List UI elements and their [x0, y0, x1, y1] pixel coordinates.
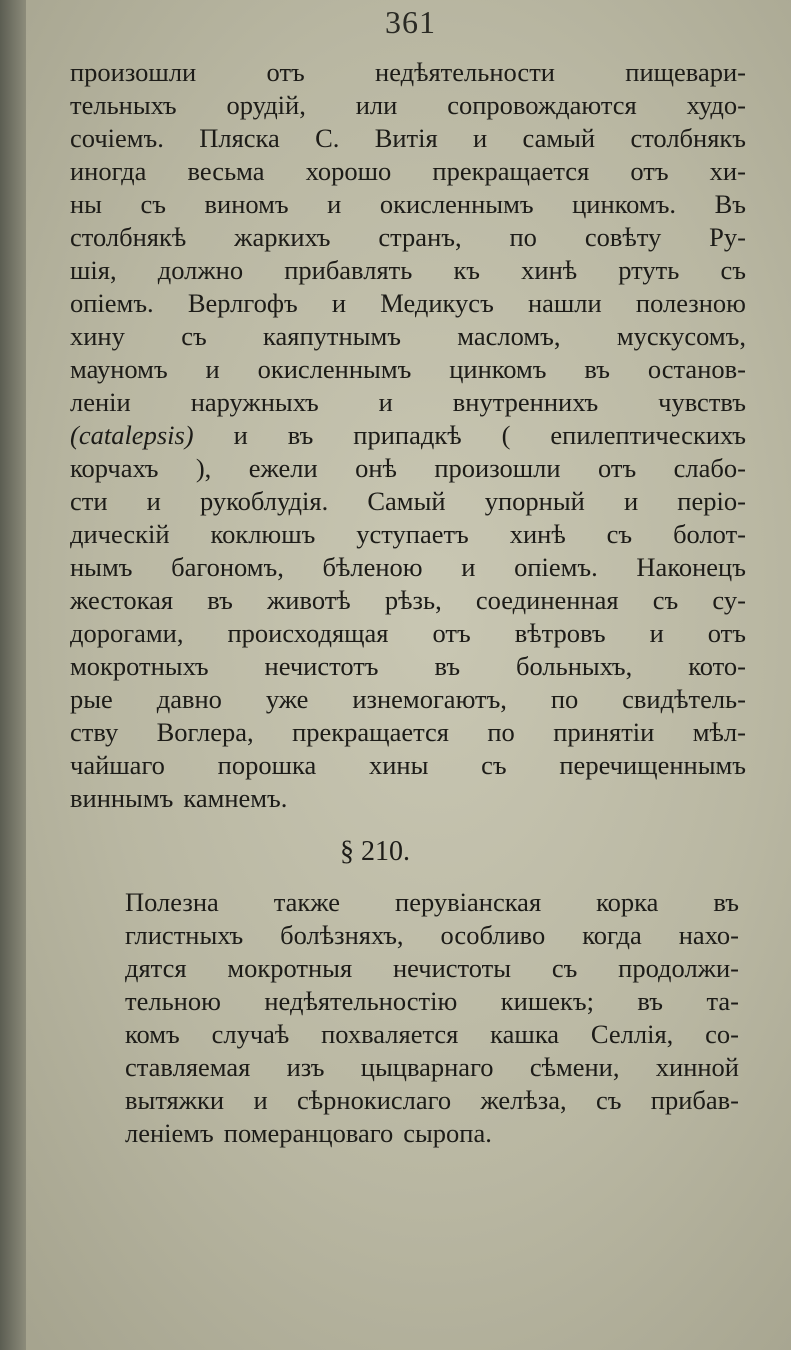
text-line: чайшаго порошка хины съ перечищеннымъ	[70, 750, 746, 780]
text-line: виннымъ камнемъ.	[70, 783, 288, 813]
text-line: дорогами, происходящая отъ вѣтровъ и отъ	[70, 618, 746, 648]
text-line: тельною недѣятельностію кишекъ; въ та-	[125, 986, 739, 1016]
text-line: вытяжки и сѣрнокислаго желѣза, съ прибав-	[125, 1085, 739, 1115]
text-line: ставляемая изъ цыцварнаго сѣмени, хинной	[125, 1052, 739, 1082]
text-line: дятся мокротныя нечистоты съ продолжи-	[125, 953, 739, 983]
text-line: иногда весьма хорошо прекращается отъ хи-	[70, 156, 746, 186]
text-line: ству Воглера, прекращается по принятіи мѣл-	[70, 717, 746, 747]
text-line: леніи наружныхъ и внутреннихъ чувствъ	[70, 387, 746, 417]
text-line: дическій коклюшъ уступаетъ хинѣ съ болот-	[70, 519, 746, 549]
text-line: хину съ каяпутнымъ масломъ, мускусомъ,	[70, 321, 746, 351]
text-line: сти и рукоблудія. Самый упорный и періо-	[70, 486, 746, 516]
text-line: произошли отъ недѣятельности пищевари-	[70, 57, 746, 87]
paragraph-1	[70, 56, 746, 815]
text-line: комъ случаѣ похваляется кашка Селлія, со-	[125, 1019, 739, 1049]
text-line: шія, должно прибавлять къ хинѣ ртуть съ	[70, 255, 746, 285]
page-number: 361	[385, 4, 436, 40]
paragraph-2	[125, 886, 739, 1150]
text-line: мокротныхъ нечистотъ въ больныхъ, кото-	[70, 651, 746, 681]
text-line: рые давно уже изнемогаютъ, по свидѣтель-	[70, 684, 746, 714]
text-line: сочіемъ. Пляска С. Витія и самый столбнякъ	[70, 123, 746, 153]
text-line: Полезна также перувіанская корка въ	[125, 887, 739, 917]
text-line: ны съ виномъ и окисленнымъ цинкомъ. Въ	[70, 189, 746, 219]
text-line: столбнякѣ жаркихъ странъ, по совѣту Ру-	[70, 222, 746, 252]
text-line: жестокая въ животѣ рѣзь, соединенная съ су-	[70, 585, 746, 615]
text-line: нымъ багономъ, бѣленою и опіемъ. Наконецъ	[70, 552, 746, 582]
page-gutter-shadow	[0, 0, 26, 1350]
text-line: глистныхъ болѣзняхъ, особливо когда нахо-	[125, 920, 739, 950]
section-heading: § 210.	[340, 836, 410, 867]
text-line: корчахъ ), ежели онѣ произошли отъ слабо-	[70, 453, 746, 483]
text-line: леніемъ померанцоваго сыропа.	[125, 1118, 492, 1148]
text-line: мауномъ и окисленнымъ цинкомъ въ останов-	[70, 354, 746, 384]
text-line: опіемъ. Верлгофъ и Медикусъ нашли полезною	[70, 288, 746, 318]
text-line: (catalepsis) и въ припадкѣ ( епилептическихъ	[70, 420, 746, 450]
text-line: тельныхъ орудій, или сопровождаются худо-	[70, 90, 746, 120]
